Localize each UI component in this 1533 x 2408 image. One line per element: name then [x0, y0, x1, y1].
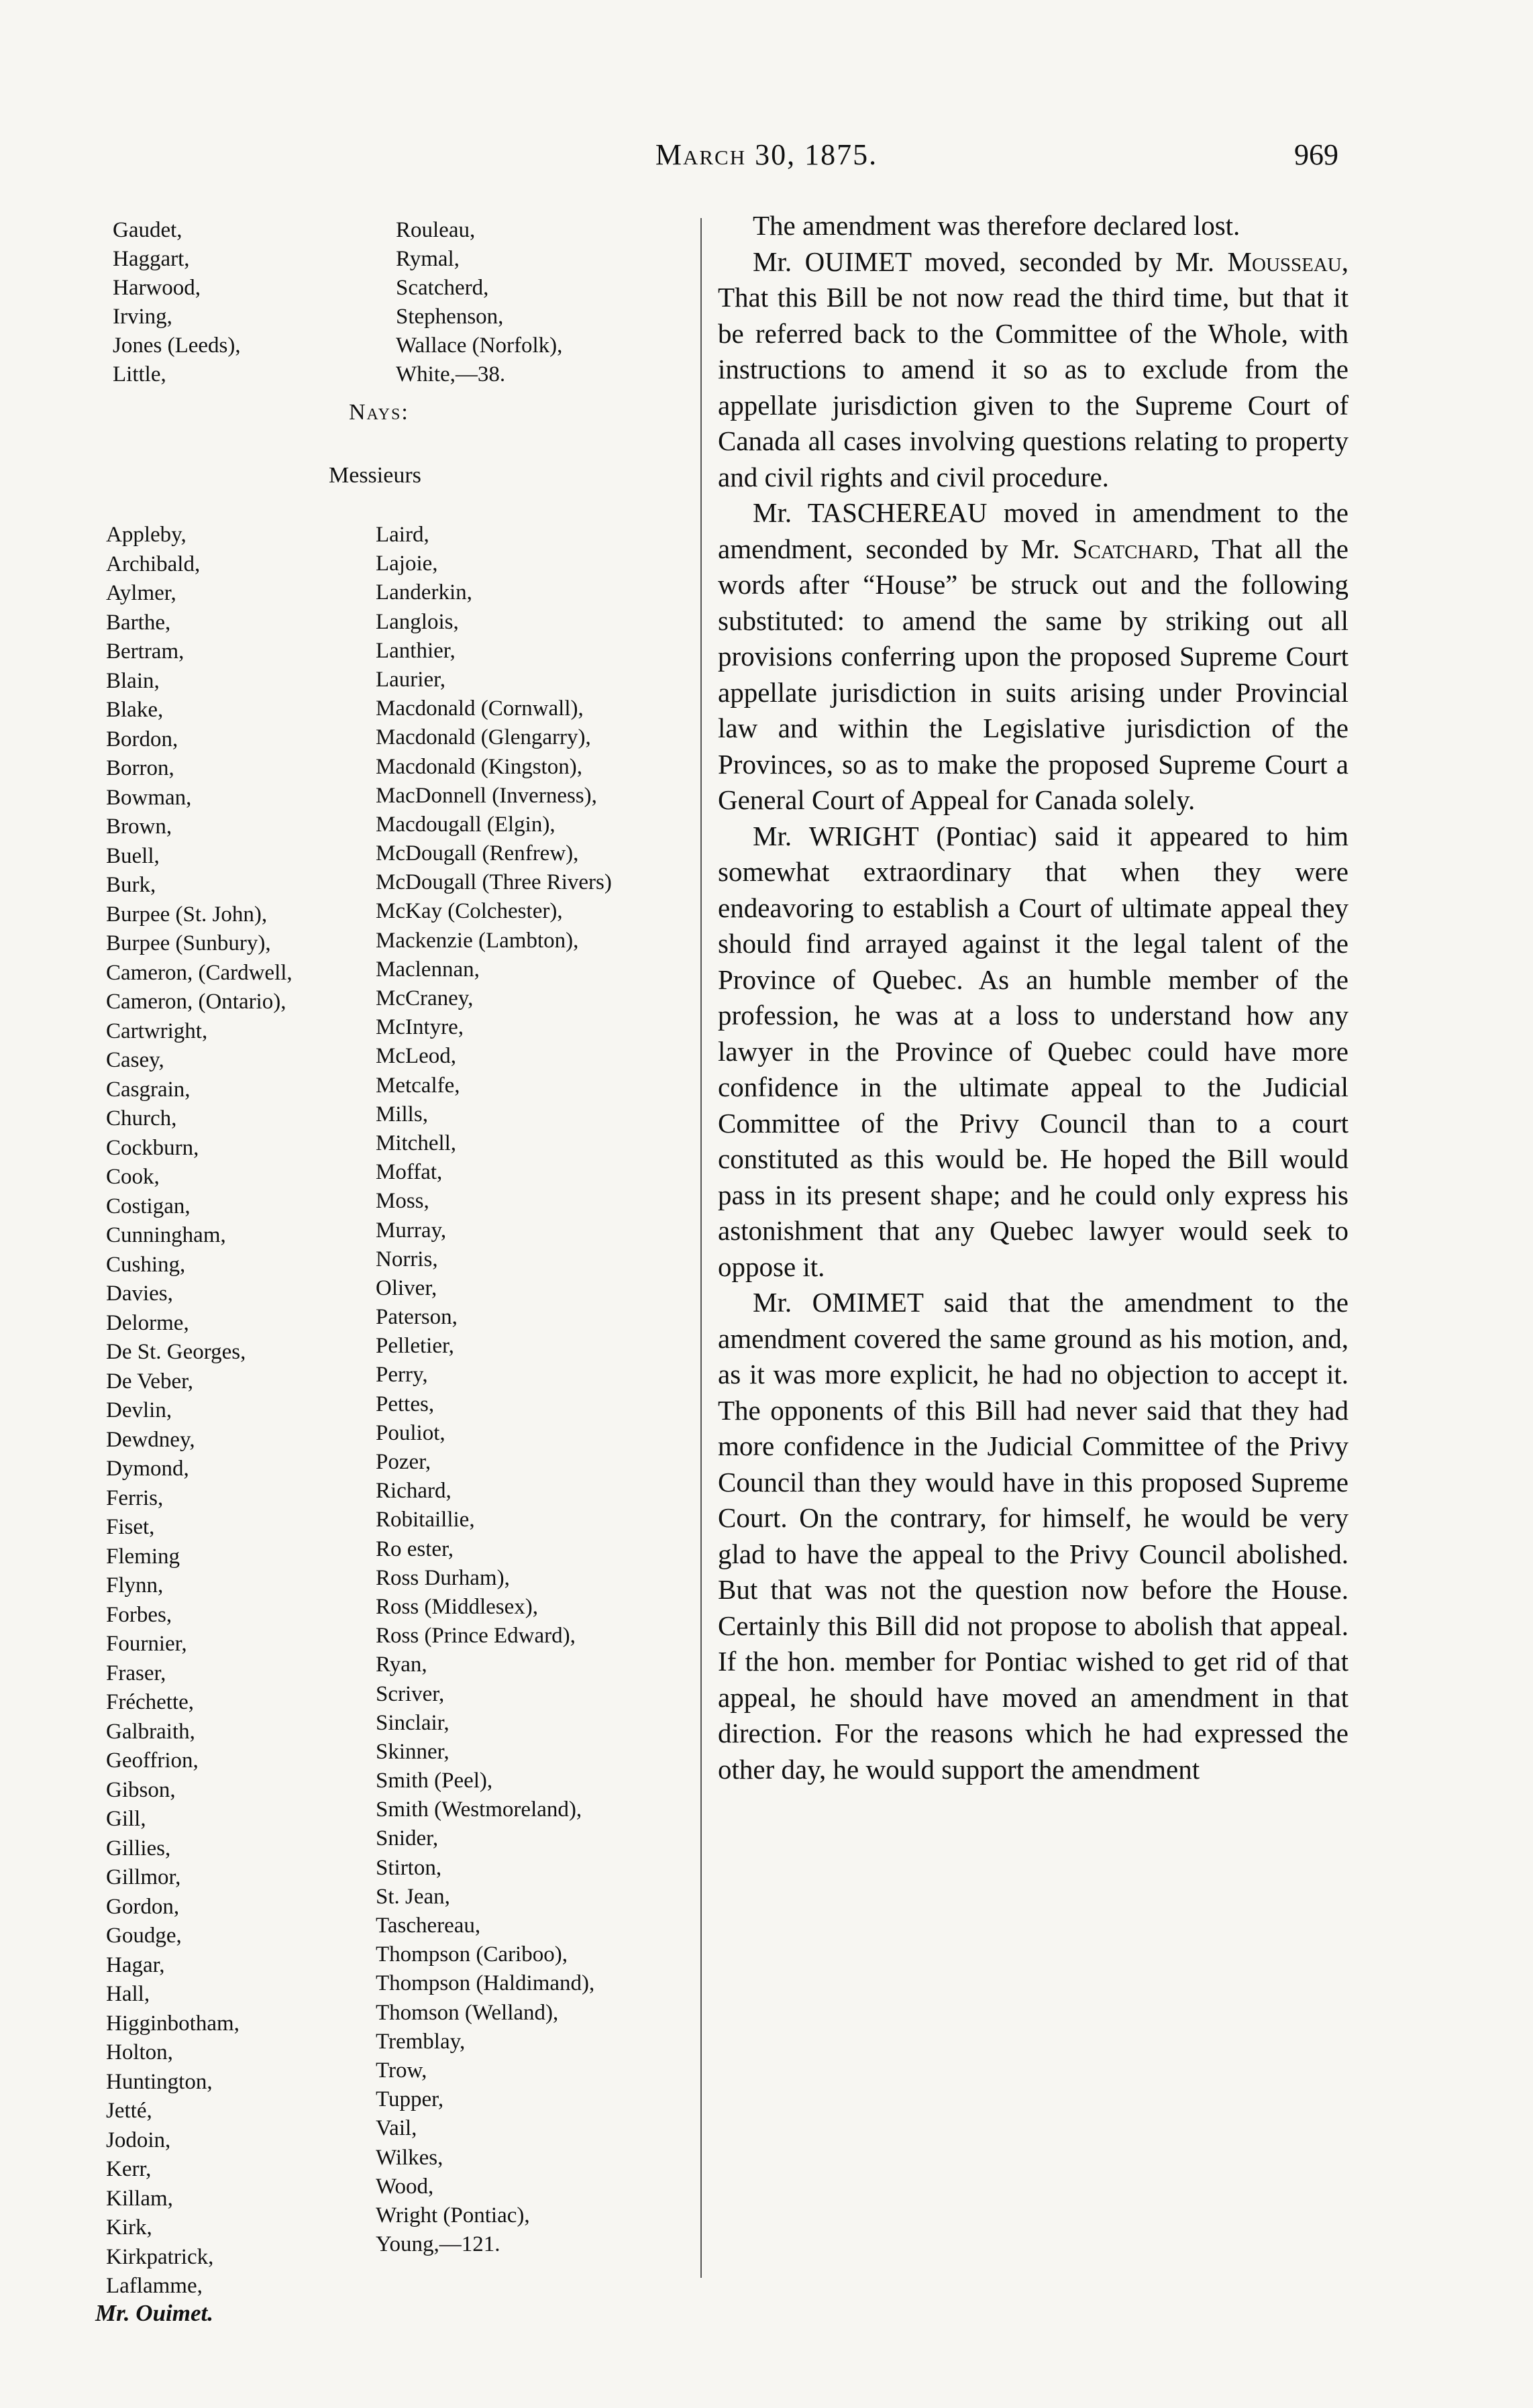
nays-name: Burpee (Sunbury), — [106, 931, 271, 955]
nays-name: Ross (Prince Edward), — [376, 1624, 576, 1648]
nays-name: Aylmer, — [106, 581, 176, 605]
nays-name: Laflamme, — [106, 2274, 203, 2298]
nays-name: Killam, — [106, 2186, 173, 2211]
nays-name: Brown, — [106, 815, 172, 839]
nays-name: Flynn, — [106, 1573, 164, 1598]
nays-name: Gillies, — [106, 1836, 171, 1861]
nays-name: Hagar, — [106, 1952, 165, 1977]
nays-name: Costigan, — [106, 1194, 191, 1218]
nays-name: Archibald, — [106, 552, 201, 576]
nays-name: Perry, — [376, 1363, 428, 1388]
nays-name: Burk, — [106, 873, 156, 897]
nays-name: Richard, — [376, 1479, 452, 1504]
nays-name: Cushing, — [106, 1252, 186, 1277]
paragraph-taschereau-amendment — [718, 495, 1349, 819]
nays-name: Higginbotham, — [106, 2011, 240, 2036]
nays-name: Ross (Middlesex), — [376, 1594, 538, 1619]
nays-name: Lajoie, — [376, 552, 438, 576]
yeas-name: Stephenson, — [396, 305, 504, 329]
nays-name: Pouliot, — [376, 1420, 445, 1445]
nays-name: Mackenzie (Lambton), — [376, 928, 579, 953]
nays-name: Wood, — [376, 2174, 434, 2199]
yeas-name: Little, — [113, 362, 166, 386]
nays-name: Ryan, — [376, 1653, 427, 1677]
nays-name: Buell, — [106, 843, 160, 868]
nays-name: Blake, — [106, 698, 164, 722]
nays-name: Landerkin, — [376, 580, 472, 605]
nays-name: Ro ester, — [376, 1536, 454, 1561]
nays-name: Murray, — [376, 1218, 447, 1243]
nays-name: Davies, — [106, 1281, 173, 1306]
nays-name: Cockburn, — [106, 1135, 199, 1160]
nays-name: McCraney, — [376, 986, 474, 1010]
nays-name: Thompson (Haldimand), — [376, 1971, 595, 1996]
nays-name: Gordon, — [106, 1894, 180, 1919]
nays-name: Burpee (St. John), — [106, 902, 268, 927]
yeas-name: Jones (Leeds), — [113, 333, 241, 358]
nays-name: Smith (Westmoreland), — [376, 1797, 582, 1822]
motion-text: That all the words after “House” be struck out and the following substituted: to amend the same by striking out all provisions conferring upon the proposed Supreme Court appellate jurisdiction in suits arising under Provincial law and within the Legislative jurisdiction of the Provinces, so as to make the proposed Supreme Court a General Court of Appeal for Canada solely. — [718, 533, 1349, 815]
nays-name: Moss, — [376, 1189, 429, 1214]
nays-name: Geoffrion, — [106, 1748, 199, 1773]
nays-name: McDougall (Renfrew), — [376, 841, 579, 866]
yeas-name: Haggart, — [113, 247, 190, 271]
nays-name: Metcalfe, — [376, 1073, 460, 1098]
paragraph-ouimet-motion — [718, 244, 1349, 496]
nays-name: Skinner, — [376, 1739, 450, 1764]
yeas-name: White,—38. — [396, 362, 506, 386]
nays-name: St. Jean, — [376, 1884, 450, 1909]
nays-name: Ferris, — [106, 1485, 164, 1510]
nays-name: Maclennan, — [376, 957, 480, 982]
nays-name: Gill, — [106, 1807, 146, 1831]
nays-name: Moffat, — [376, 1160, 443, 1185]
nays-name: Laurier, — [376, 667, 446, 692]
yeas-name: Scatcherd, — [396, 276, 489, 300]
nays-name: Borron, — [106, 756, 174, 780]
nays-name: Sinclair, — [376, 1710, 450, 1735]
seconder-name: Scatchard, — [1072, 533, 1200, 564]
nays-name: Dymond, — [106, 1457, 189, 1481]
nays-list-column-2 — [376, 521, 612, 2259]
nays-name: Forbes, — [106, 1602, 172, 1627]
speaker-text: Mr. TASCHEREAU moved in amendment to the amendment, seconded by Mr. — [718, 497, 1349, 564]
page-header-date: March 30, 1875. — [655, 138, 878, 171]
nays-name: Church, — [106, 1106, 177, 1131]
nays-name: McKay (Colchester), — [376, 899, 563, 924]
nays-name: Cameron, (Ontario), — [106, 990, 286, 1014]
nays-name: Holton, — [106, 2040, 173, 2064]
motion-text: That this Bill be not now read the third time, but that it be referred back to the Committee of the Whole, with instructions to amend it so as to exclude from the appellate jurisdiction given to the Supreme Court of Canada all cases involving questions relating to property and civil rights and civil procedure. — [718, 282, 1349, 492]
speaker-text: Mr. OUIMET moved, seconded by Mr. — [753, 246, 1214, 277]
nays-name: Scriver, — [376, 1681, 445, 1706]
nays-name: Macdonald (Glengarry), — [376, 725, 591, 750]
nays-name: Smith (Peel), — [376, 1769, 493, 1793]
nays-name: McDougall (Three Rivers) — [376, 870, 612, 895]
nays-name: Ross Durham), — [376, 1565, 510, 1590]
nays-name: Bowman, — [106, 785, 192, 810]
nays-name: Pozer, — [376, 1450, 431, 1474]
nays-name: Snider, — [376, 1826, 439, 1851]
messieurs-heading: Messieurs — [329, 463, 421, 488]
nays-name: Langlois, — [376, 609, 459, 634]
nays-name: Kirk, — [106, 2215, 152, 2240]
nays-name: Lanthier, — [376, 638, 456, 663]
nays-name: Gillmor, — [106, 1865, 181, 1889]
nays-name: Thomson (Welland), — [376, 2000, 559, 2025]
yeas-list-column-1 — [113, 216, 241, 389]
page-number: 969 — [1294, 138, 1338, 171]
nays-name: Young,—121. — [376, 2232, 500, 2257]
nays-name: Bordon, — [106, 727, 178, 751]
division-note: Mr. Ouimet. — [95, 2300, 214, 2326]
nays-name: Thompson (Cariboo), — [376, 1942, 568, 1967]
nays-name: Robitaillie, — [376, 1508, 475, 1532]
column-divider — [700, 218, 702, 2278]
nays-name: De Veber, — [106, 1369, 194, 1394]
nays-name: Bertram, — [106, 639, 184, 664]
nays-name: Mills, — [376, 1102, 428, 1127]
nays-name: Casey, — [106, 1048, 164, 1072]
nays-name: MacDonnell (Inverness), — [376, 783, 597, 808]
nays-list-column-1 — [106, 521, 293, 2301]
nays-name: Oliver, — [376, 1275, 437, 1300]
paragraph-wright-speech: Mr. WRIGHT (Pontiac) said it appeared to him somewhat extraordinary that when they were endeavoring to establish a Court of ultimate appeal they should find arrayed against it the legal talent of the Province of Quebec. As an humble member of the profession, he was at a loss to understand how any lawyer in the Province of Quebec could have more confidence in the ultimate appeal to the Judicial Committee of the Privy Council than to a court constituted as this would be. He hoped the Bill would pass in its present shape; and he could only express his astonishment that any Quebec lawyer would seek to oppose it. — [718, 820, 1349, 1282]
yeas-name: Wallace (Norfolk), — [396, 333, 563, 358]
nays-name: Fraser, — [106, 1661, 166, 1685]
nays-name: Goudge, — [106, 1924, 182, 1948]
nays-name: Taschereau, — [376, 1914, 481, 1938]
nays-heading: Nays: — [349, 400, 409, 425]
nays-name: Fournier, — [106, 1632, 187, 1656]
nays-name: Macdougall (Elgin), — [376, 812, 556, 837]
nays-name: Fleming — [106, 1544, 180, 1569]
nays-name: Tremblay, — [376, 2029, 466, 2054]
nays-name: Cameron, (Cardwell, — [106, 960, 293, 985]
seconder-name: Mousseau, — [1227, 246, 1349, 277]
paragraph-ouimet-speech: Mr. OMIMET said that the amendment to the amendment covered the same ground as his motion, and, as it was more explicit, he had no objection to accept it. The opponents of this Bill had never said that they had more confidence in the Judicial Committee of the Privy Council than they would have in this proposed Supreme Court. On the contrary, for himself, he would be very glad to have the appeal to the Privy Council abolished. But that was not the question now before the House. Certainly this Bill did not propose to abolish that appeal. If the hon. member for Pontiac wished to get rid of that appeal, he should have moved an amendment in that direction. For the reasons which he had expressed the other day, he would support the amendment — [718, 1287, 1349, 1785]
nays-name: Fréchette, — [106, 1690, 195, 1714]
nays-name: Jetté, — [106, 2099, 152, 2123]
nays-name: Trow, — [376, 2058, 427, 2083]
nays-name: Barthe, — [106, 610, 171, 635]
nays-name: Huntington, — [106, 2069, 213, 2094]
nays-name: De St. Georges, — [106, 1340, 246, 1364]
nays-name: Cook, — [106, 1165, 160, 1189]
nays-name: Casgrain, — [106, 1077, 191, 1102]
yeas-name: Rymal, — [396, 247, 460, 271]
yeas-name: Rouleau, — [396, 218, 476, 242]
nays-name: Kerr, — [106, 2157, 152, 2181]
nays-name: Blain, — [106, 668, 160, 693]
nays-name: Devlin, — [106, 1398, 172, 1422]
nays-name: Mitchell, — [376, 1131, 457, 1155]
nays-name: Norris, — [376, 1247, 438, 1271]
nays-name: Delorme, — [106, 1310, 189, 1335]
nays-name: Vail, — [376, 2116, 417, 2141]
yeas-name: Irving, — [113, 305, 172, 329]
nays-name: Fiset, — [106, 1515, 155, 1539]
nays-name: Laird, — [376, 523, 429, 547]
nays-name: Pelletier, — [376, 1334, 454, 1359]
nays-name: Cartwright, — [106, 1018, 208, 1043]
nays-name: Stirton, — [376, 1855, 442, 1880]
nays-name: Dewdney, — [106, 1427, 195, 1452]
yeas-list-column-2 — [396, 216, 562, 389]
nays-name: Jodoin, — [106, 2128, 171, 2152]
nays-name: McLeod, — [376, 1044, 457, 1069]
nays-name: Macdonald (Cornwall), — [376, 696, 584, 721]
nays-name: Tupper, — [376, 2087, 444, 2112]
nays-name: Macdonald (Kingston), — [376, 754, 582, 779]
nays-name: Kirkpatrick, — [106, 2244, 214, 2269]
nays-name: Galbraith, — [106, 1719, 195, 1744]
debate-text-column — [718, 208, 1349, 1787]
nays-name: McIntyre, — [376, 1015, 464, 1040]
yeas-name: Harwood, — [113, 276, 201, 300]
nays-name: Gibson, — [106, 1777, 176, 1802]
nays-name: Hall, — [106, 1982, 150, 2006]
yeas-name: Gaudet, — [113, 218, 182, 242]
nays-name: Appleby, — [106, 523, 187, 547]
nays-name: Wilkes, — [376, 2145, 443, 2170]
nays-name: Paterson, — [376, 1305, 458, 1330]
nays-name: Cunningham, — [106, 1223, 226, 1247]
nays-name: Wright (Pontiac), — [376, 2203, 530, 2228]
nays-name: Pettes, — [376, 1392, 435, 1416]
paragraph-amendment-lost: The amendment was therefore declared lost. — [753, 210, 1240, 241]
